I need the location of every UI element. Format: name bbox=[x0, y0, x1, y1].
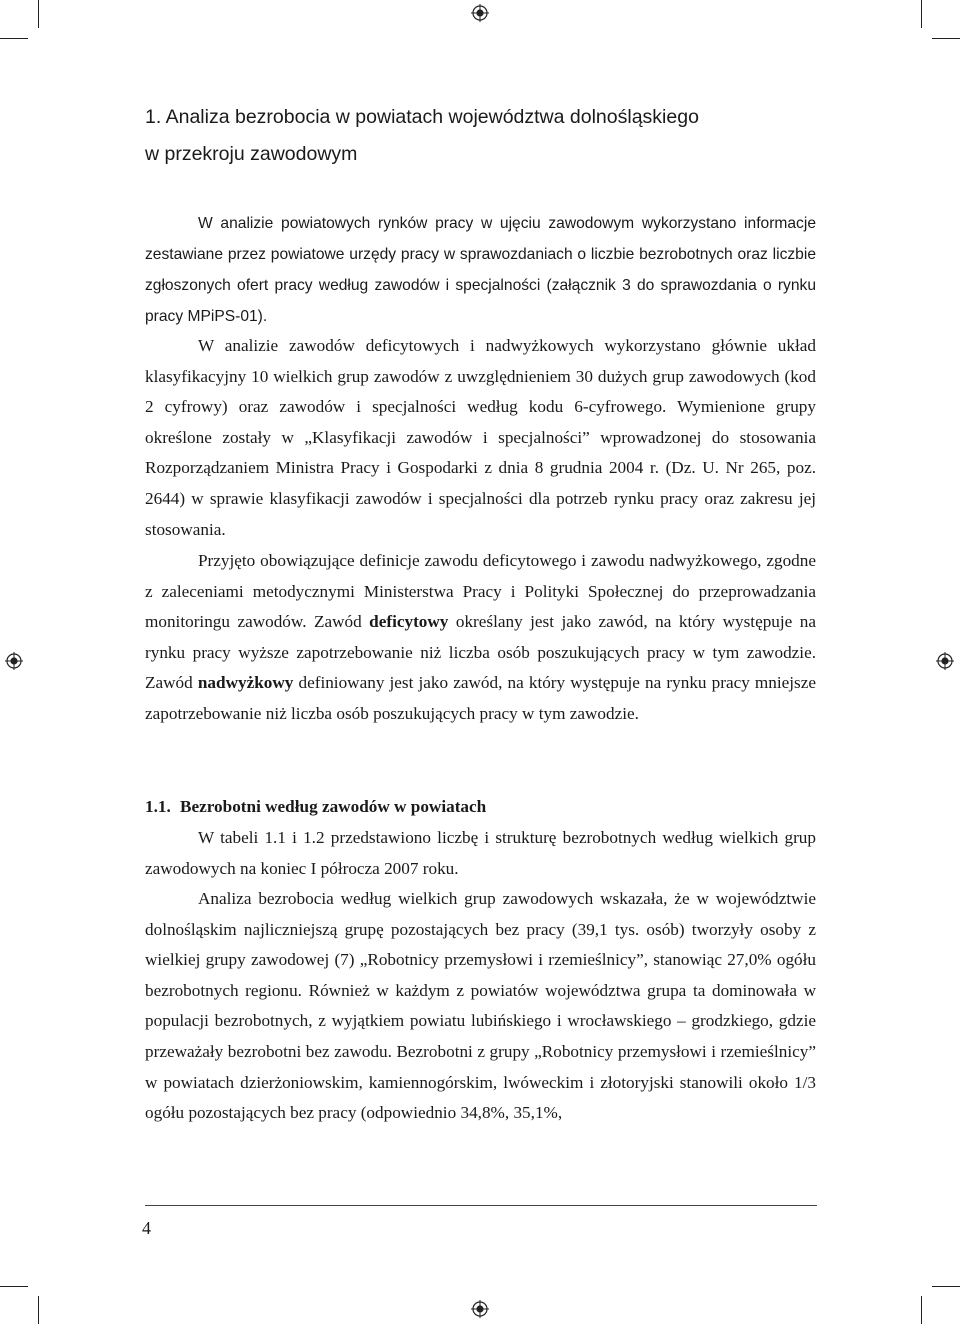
section-heading bbox=[145, 99, 825, 173]
section-heading-line-2: w przekroju zawodowym bbox=[145, 143, 358, 165]
footer-rule bbox=[145, 1205, 817, 1206]
crop-mark-bottom-left-vertical bbox=[38, 1296, 39, 1324]
subsection-heading bbox=[145, 792, 816, 822]
registration-mark-icon bbox=[471, 4, 489, 22]
definitions-text-3: definiowany jest jako zawód, na który występuje na rynku pracy mniejsze zapotrzebowanie niż liczba osób poszukujących pracy w tym zawodzie. bbox=[145, 673, 817, 723]
crop-mark-top-left-vertical bbox=[38, 0, 39, 28]
crop-mark-top-right-vertical bbox=[921, 0, 922, 28]
registration-mark-icon bbox=[5, 652, 23, 670]
subsection-number: 1.1. bbox=[145, 797, 171, 816]
paragraph-definitions bbox=[145, 546, 816, 730]
definitions-text-1: Przyjęto obowiązujące definicje zawodu deficytowego i zawodu nadwyżkowego, zgodne z zaleceniami metodycznymi Ministerstwa Pracy i Polityki Społecznej do przeprowadzania monitoringu zawodów. Zawód bbox=[145, 551, 816, 632]
registration-mark-icon bbox=[471, 1300, 489, 1318]
crop-mark-top-right bbox=[932, 38, 960, 39]
crop-mark-bottom-right-vertical bbox=[921, 1296, 922, 1324]
term-nadwyzkowy: nadwyżkowy bbox=[197, 673, 294, 693]
crop-mark-bottom-right bbox=[932, 1286, 960, 1287]
subsection-title: Bezrobotni według zawodów w powiatach bbox=[180, 797, 487, 816]
crop-mark-bottom-left bbox=[0, 1286, 28, 1287]
registration-mark-icon bbox=[936, 652, 954, 670]
term-deficytowy: deficytowy bbox=[369, 612, 449, 632]
page-number: 4 bbox=[142, 1218, 151, 1238]
paragraph-analysis: Analiza bezrobocia według wielkich grup zawodowych wskazała, że w województwie dolnośląskim najliczniejszą grupę pozostających bez pracy (39,1 tys. osób) tworzyły osoby z wielkiej grupy zawodowej (7) „Robotnicy przemysłowi i rzemieślnicy”, stanowiąc 27,0% ogółu bezrobotnych regionu. Również w każdym z powiatów województwa grupa ta dominowała w populacji bezrobotnych, z wyjątkiem powiatu lubińskiego i wrocławskiego – grodzkiego, gdzie przeważały bezrobotni bez zawodu. Bezrobotni z grupy „Robotnicy przemysłowi i rzemieślnicy” w powiatach dzierżoniowskim, kamiennogórskim, lwóweckim i złotoryjski stanowili około 1/3 ogółu pozostających bez pracy (odpowiednio 34,8%, 35,1%, bbox=[145, 889, 816, 1123]
definitions-text-2: określany jest jako zawód, na który występuje na rynku pracy wyższe zapotrzebowanie niż liczba osób poszukujących pracy w tym zawodzie. Zawód bbox=[145, 612, 816, 693]
section-heading-line-1: 1. Analiza bezrobocia w powiatach województwa dolnośląskiego bbox=[145, 106, 699, 128]
paragraph-classification: W analizie zawodów deficytowych i nadwyżkowych wykorzystano głównie układ klasyfikacyjny 10 wielkich grup zawodów z uwzględnieniem 30 dużych grup zawodowych (kod 2 cyfrowy) oraz zawodów i specjalności według kodu 6-cyfrowego. Wymienione grupy określone zostały w „Klasyfikacji zawodów i specjalności” wprowadzonej do stosowania Rozporządzaniem Ministra Pracy i Gospodarki z dnia 8 grudnia 2004 r. (Dz. U. Nr 265, poz. 2644) w sprawie klasyfikacji zawodów i specjalności dla potrzeb rynku pracy oraz zakresu jej stosowania. bbox=[145, 336, 816, 539]
paragraph-tables-intro: W tabeli 1.1 i 1.2 przedstawiono liczbę i strukturę bezrobotnych według wielkich grup zawodowych na koniec I półrocza 2007 roku. bbox=[145, 828, 816, 878]
crop-mark-top-left bbox=[0, 38, 28, 39]
paragraph-data-sources: W analizie powiatowych rynków pracy w ujęciu zawodowym wykorzystano informacje zestawiane przez powiatowe urzędy pracy w sprawozdaniach o liczbie bezrobotnych oraz liczbie zgłoszonych ofert pracy według zawodów i specjalności (załącznik 3 do sprawozdania o rynku pracy MPiPS-01). bbox=[145, 215, 816, 325]
